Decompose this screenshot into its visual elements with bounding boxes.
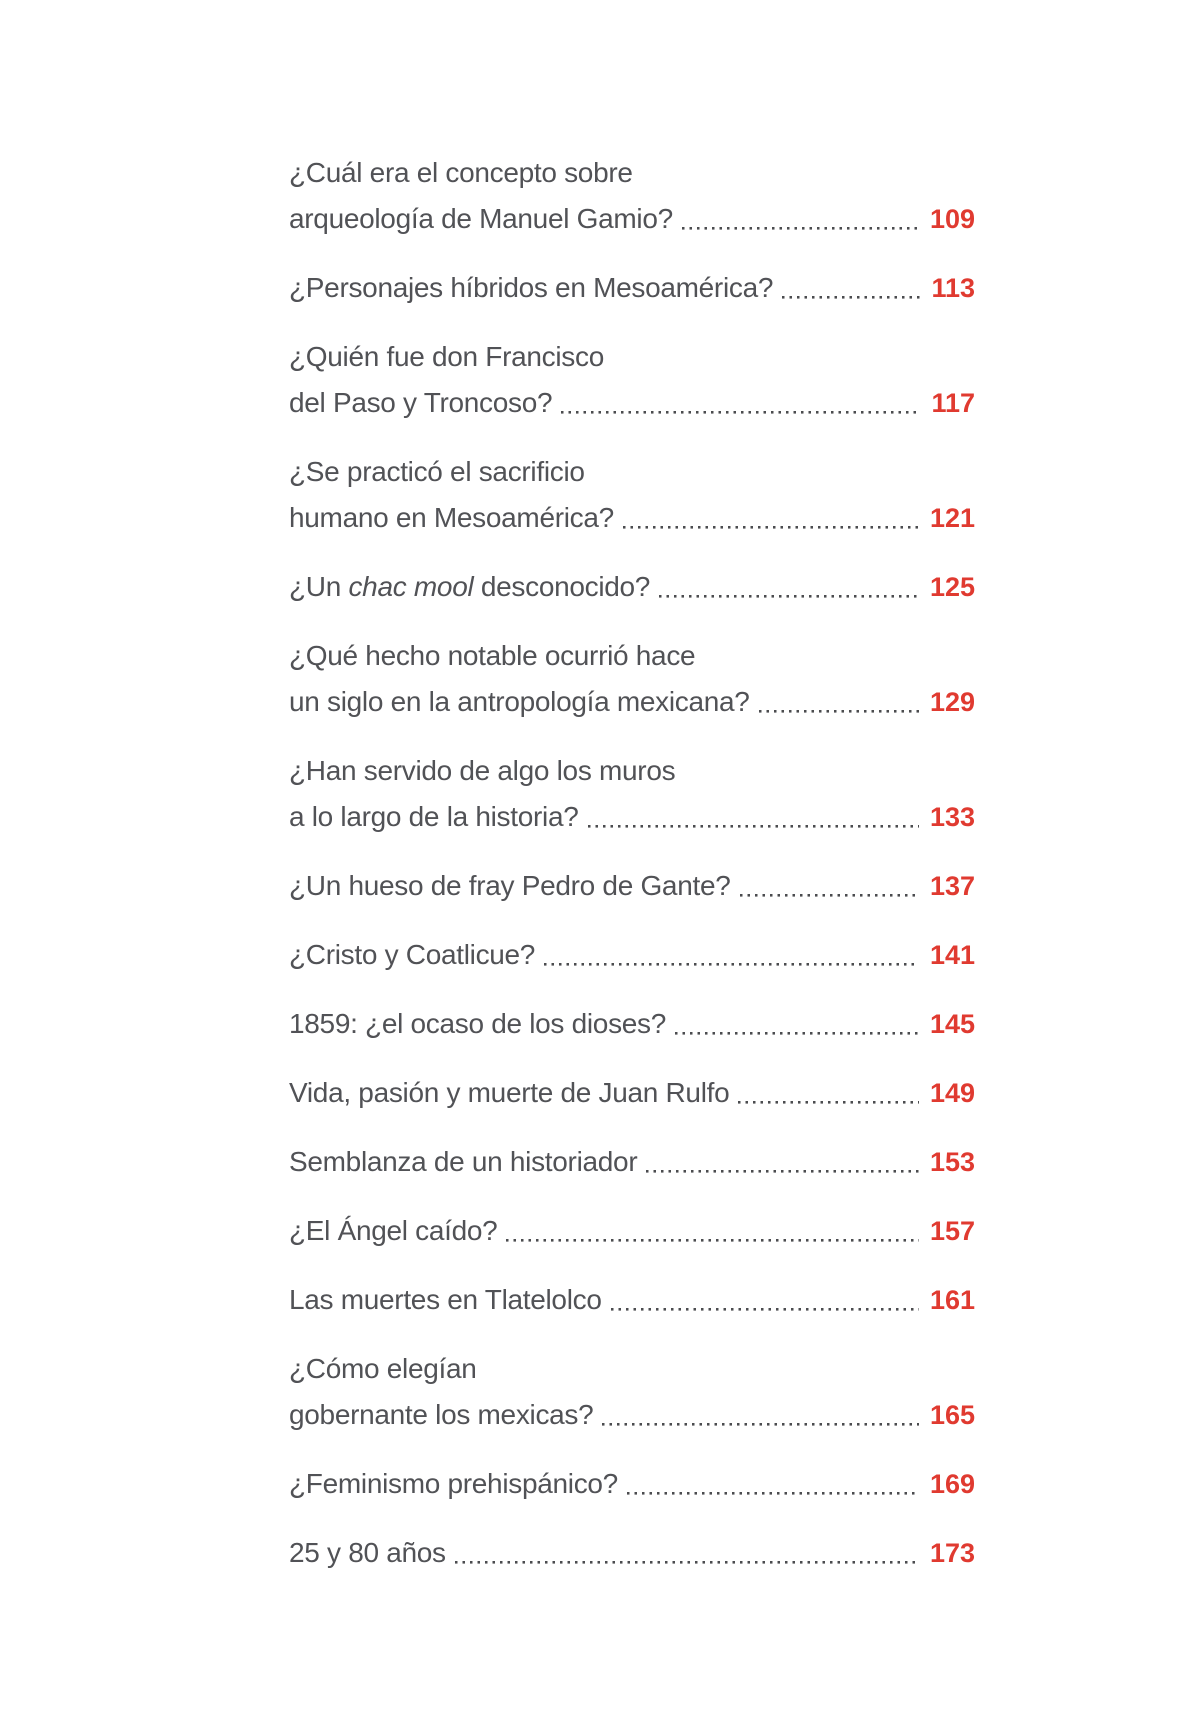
toc-entry (289, 633, 975, 725)
entry-title-segment: a lo largo de la historia? (289, 801, 579, 832)
entry-title (289, 265, 773, 311)
entry-title-segment: ¿Feminismo prehispánico? (289, 1468, 618, 1499)
entry-line-with-page (289, 564, 975, 610)
entry-title-segment: gobernante los mexicas? (289, 1399, 594, 1430)
toc-entry (289, 932, 975, 978)
dot-leader (646, 1139, 919, 1185)
entry-title (289, 564, 650, 610)
dot-leader (602, 1392, 919, 1438)
entry-title (289, 748, 675, 794)
dot-leader (682, 196, 919, 242)
dot-leader (759, 679, 919, 725)
dot-leader (675, 1001, 919, 1047)
page-number: 137 (929, 871, 975, 901)
entry-line-with-page (289, 1277, 975, 1323)
entry-line-with-page (289, 1530, 975, 1576)
entry-title (289, 1277, 602, 1323)
page-number: 169 (929, 1469, 975, 1499)
page-number: 153 (929, 1147, 975, 1177)
page-number: 141 (929, 940, 975, 970)
entry-title (289, 1070, 729, 1116)
toc-entry (289, 863, 975, 909)
entry-title (289, 196, 673, 242)
entry-line-with-page (289, 1208, 975, 1254)
page-number: 157 (929, 1216, 975, 1246)
entry-line-with-page (289, 380, 975, 426)
entry-line-with-page (289, 1139, 975, 1185)
toc-entry (289, 1208, 975, 1254)
toc-entry (289, 334, 975, 426)
toc-list (289, 150, 975, 1599)
entry-title-segment: Semblanza de un historiador (289, 1146, 638, 1177)
entry-title (289, 794, 579, 840)
entry-title-segment: ¿Cómo elegían (289, 1353, 477, 1384)
dot-leader (611, 1277, 919, 1323)
entry-title (289, 380, 552, 426)
entry-title (289, 1001, 666, 1047)
entry-line-with-page (289, 1001, 975, 1047)
toc-entry (289, 748, 975, 840)
entry-title-segment: Vida, pasión y muerte de Juan Rulfo (289, 1077, 730, 1108)
toc-entry (289, 1461, 975, 1507)
page-number: 173 (929, 1538, 975, 1568)
entry-line-with-page (289, 932, 975, 978)
entry-line-with-page (289, 1392, 975, 1438)
entry-title-segment: 1859: ¿el ocaso de los dioses? (289, 1008, 667, 1039)
page-number: 121 (929, 503, 975, 533)
entry-title-segment: ¿Cuál era el concepto sobre (289, 157, 633, 188)
entry-line-with-page (289, 863, 975, 909)
entry-title (289, 150, 633, 196)
page-number: 145 (929, 1009, 975, 1039)
entry-title-segment: arqueología de Manuel Gamio? (289, 203, 673, 234)
entry-title (289, 449, 585, 495)
dot-leader (627, 1461, 919, 1507)
dot-leader (738, 1070, 919, 1116)
dot-leader (544, 932, 919, 978)
entry-title-segment: del Paso y Troncoso? (289, 387, 553, 418)
toc-entry (289, 1530, 975, 1576)
entry-line-with-page (289, 794, 975, 840)
entry-title-segment: ¿Quién fue don Francisco (289, 341, 604, 372)
entry-line (289, 748, 975, 794)
dot-leader (659, 564, 919, 610)
entry-title-segment: ¿Un (289, 571, 349, 602)
entry-title (289, 1461, 618, 1507)
entry-title-segment: ¿Personajes híbridos en Mesoamérica? (289, 272, 774, 303)
page-number: 149 (929, 1078, 975, 1108)
page-number: 109 (929, 204, 975, 234)
entry-title (289, 633, 695, 679)
page-number: 161 (929, 1285, 975, 1315)
toc-entry (289, 1346, 975, 1438)
entry-title-segment: ¿Han servido de algo los muros (289, 755, 676, 786)
entry-title-segment: humano en Mesoamérica? (289, 502, 614, 533)
toc-entry (289, 564, 975, 610)
toc-entry (289, 150, 975, 242)
entry-title (289, 1530, 446, 1576)
entry-title (289, 1139, 637, 1185)
entry-title (289, 1346, 477, 1392)
entry-title-segment: desconocido? (473, 571, 651, 602)
entry-title (289, 1392, 593, 1438)
entry-line (289, 150, 975, 196)
dot-leader (455, 1530, 919, 1576)
entry-line-with-page (289, 1461, 975, 1507)
entry-title-segment: un siglo en la antropología mexicana? (289, 686, 750, 717)
entry-line-with-page (289, 265, 975, 311)
entry-title (289, 334, 604, 380)
page-number: 117 (931, 388, 975, 418)
entry-line-with-page (289, 679, 975, 725)
entry-line (289, 633, 975, 679)
toc-entry (289, 1139, 975, 1185)
entry-title (289, 679, 750, 725)
dot-leader (588, 794, 919, 840)
page-number: 165 (929, 1400, 975, 1430)
dot-leader (506, 1208, 918, 1254)
dot-leader (782, 265, 920, 311)
dot-leader (623, 495, 919, 541)
entry-line-with-page (289, 495, 975, 541)
page-number: 133 (929, 802, 975, 832)
entry-line (289, 1346, 975, 1392)
toc-entry (289, 449, 975, 541)
toc-entry (289, 265, 975, 311)
entry-title (289, 495, 614, 541)
page-number: 129 (929, 687, 975, 717)
entry-title (289, 1208, 497, 1254)
entry-title-segment: Las muertes en Tlatelolco (289, 1284, 602, 1315)
page-number: 113 (931, 273, 975, 303)
dot-leader (561, 380, 920, 426)
page-number: 125 (929, 572, 975, 602)
entry-title (289, 863, 731, 909)
entry-title-italic-segment: chac mool (348, 571, 474, 602)
entry-title (289, 932, 535, 978)
entry-title-segment: ¿El Ángel caído? (289, 1215, 498, 1246)
entry-line (289, 449, 975, 495)
toc-entry (289, 1070, 975, 1116)
entry-line-with-page (289, 196, 975, 242)
toc-entry (289, 1277, 975, 1323)
entry-line (289, 334, 975, 380)
entry-title-segment: ¿Se practicó el sacrificio (289, 456, 585, 487)
dot-leader (740, 863, 919, 909)
entry-title-segment: ¿Cristo y Coatlicue? (289, 939, 536, 970)
entry-title-segment: 25 y 80 años (289, 1537, 446, 1568)
toc-entry (289, 1001, 975, 1047)
entry-title-segment: ¿Qué hecho notable ocurrió hace (289, 640, 696, 671)
entry-title-segment: ¿Un hueso de fray Pedro de Gante? (289, 870, 731, 901)
entry-line-with-page (289, 1070, 975, 1116)
